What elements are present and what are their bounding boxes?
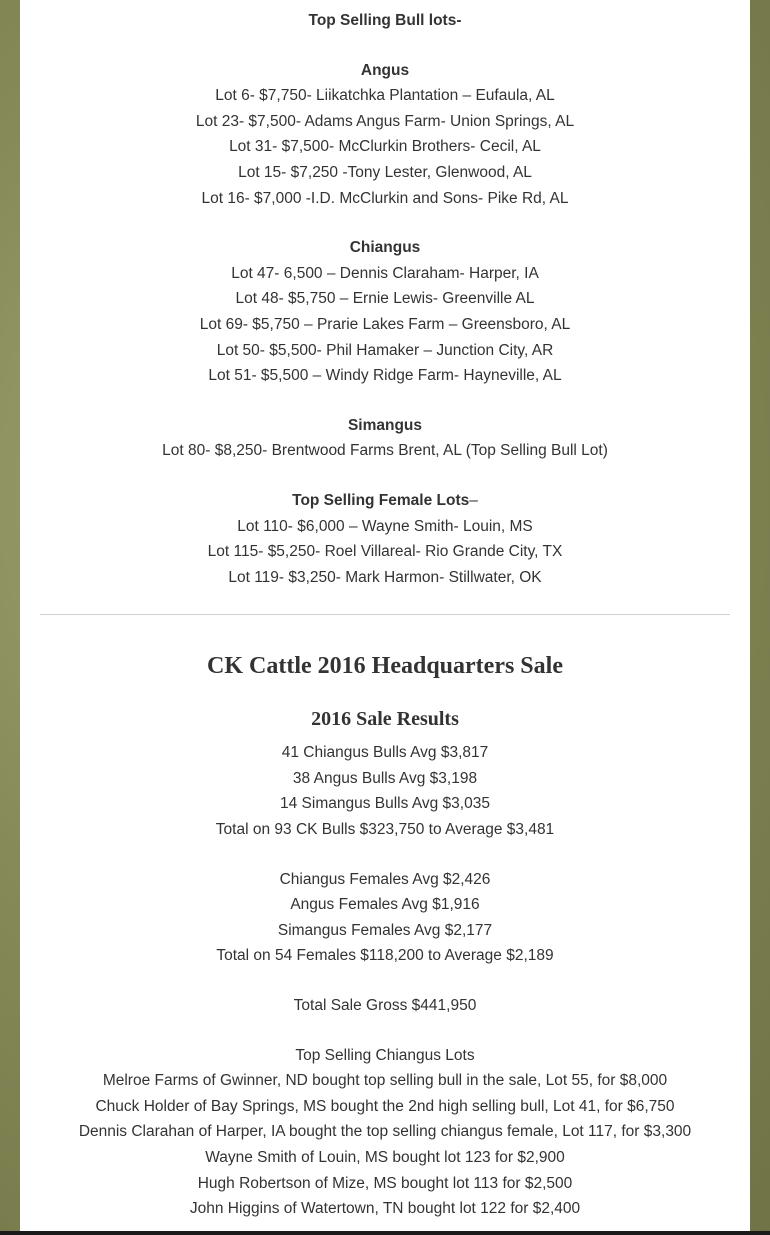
chiangus-heading: Chiangus	[349, 239, 421, 257]
top-chiangus-item: Chuck Holder of Bay Springs, MS bought the 2nd high selling bull, Lot 41, for $6,750	[95, 1097, 675, 1115]
angus-heading: Angus	[360, 61, 410, 79]
top-chiangus-item: Dennis Clarahan of Harper, IA bought the top selling chiangus female, Lot 117, for $3,300	[78, 1123, 692, 1141]
bull-average: 41 Chiangus Bulls Avg $3,817	[281, 744, 489, 762]
angus-lot: Lot 23- $7,500- Adams Angus Farm- Union Springs, AL	[195, 112, 575, 130]
female-average: Angus Females Avg $1,916	[290, 896, 480, 914]
bull-average: 14 Simangus Bulls Avg $3,035	[280, 795, 490, 813]
top-chiangus-item: Hugh Robertson of Mize, MS bought lot 113 for $2,500	[197, 1174, 573, 1192]
simangus-heading: Simangus	[347, 416, 423, 434]
chiangus-lot: Lot 48- $5,750 – Ernie Lewis- Greenville AL	[235, 290, 535, 308]
sale-title: CK Cattle 2016 Headquarters Sale	[207, 653, 563, 680]
top-chiangus-item: John Higgins of Watertown, TN bought lot 122 for $2,400	[189, 1200, 581, 1218]
chiangus-lot: Lot 51- $5,500 – Windy Ridge Farm- Hayneville, AL	[208, 367, 562, 385]
angus-lot: Lot 6- $7,750- Liikatchka Plantation – Eufaula, AL	[215, 87, 555, 105]
sale-results-heading: 2016 Sale Results	[311, 708, 459, 731]
female-lots-heading-suffix: –	[469, 491, 478, 509]
article-content	[20, 0, 750, 1222]
section-divider	[40, 614, 730, 615]
bull-lots-heading: Top Selling Bull lots-	[308, 12, 462, 29]
simangus-lot: Lot 80- $8,250- Brentwood Farms Brent, AL (Top Selling Bull Lot)	[162, 442, 608, 460]
female-total: Total on 54 Females $118,200 to Average $2,189	[216, 947, 554, 965]
female-lot: Lot 110- $6,000 – Wayne Smith- Louin, MS	[237, 517, 533, 535]
bottom-edge-bar	[0, 1231, 770, 1235]
angus-lot: Lot 31- $7,500- McClurkin Brothers- Cecil, AL	[229, 138, 541, 156]
female-lot: Lot 119- $3,250- Mark Harmon- Stillwater, OK	[228, 568, 542, 586]
bull-total: Total on 93 CK Bulls $323,750 to Average $3,481	[215, 821, 555, 839]
chiangus-lot: Lot 47- 6,500 – Dennis Claraham- Harper, IA	[231, 264, 539, 282]
bull-average: 38 Angus Bulls Avg $3,198	[292, 769, 478, 787]
top-chiangus-heading: Top Selling Chiangus Lots	[295, 1046, 475, 1064]
female-average: Simangus Females Avg $2,177	[277, 921, 493, 939]
female-lot: Lot 115- $5,250- Roel Villareal- Rio Grande City, TX	[207, 543, 563, 561]
sale-gross: Total Sale Gross $441,950	[293, 997, 477, 1015]
female-lots-heading-line	[20, 488, 750, 514]
top-chiangus-item: Melroe Farms of Gwinner, ND bought top selling bull in the sale, Lot 55, for $8,000	[102, 1072, 668, 1090]
angus-lot: Lot 16- $7,000 -I.D. McClurkin and Sons- Pike Rd, AL	[201, 189, 569, 207]
chiangus-lot: Lot 69- $5,750 – Prarie Lakes Farm – Greensboro, AL	[199, 315, 571, 333]
angus-lot: Lot 15- $7,250 -Tony Lester, Glenwood, AL	[238, 163, 532, 181]
chiangus-lot: Lot 50- $5,500- Phil Hamaker – Junction City, AR	[216, 341, 554, 359]
female-lots-heading: Top Selling Female Lots	[292, 491, 470, 509]
female-average: Chiangus Females Avg $2,426	[279, 870, 491, 888]
top-chiangus-item: Wayne Smith of Louin, MS bought lot 123 for $2,900	[205, 1149, 565, 1166]
article-panel	[20, 0, 750, 1231]
